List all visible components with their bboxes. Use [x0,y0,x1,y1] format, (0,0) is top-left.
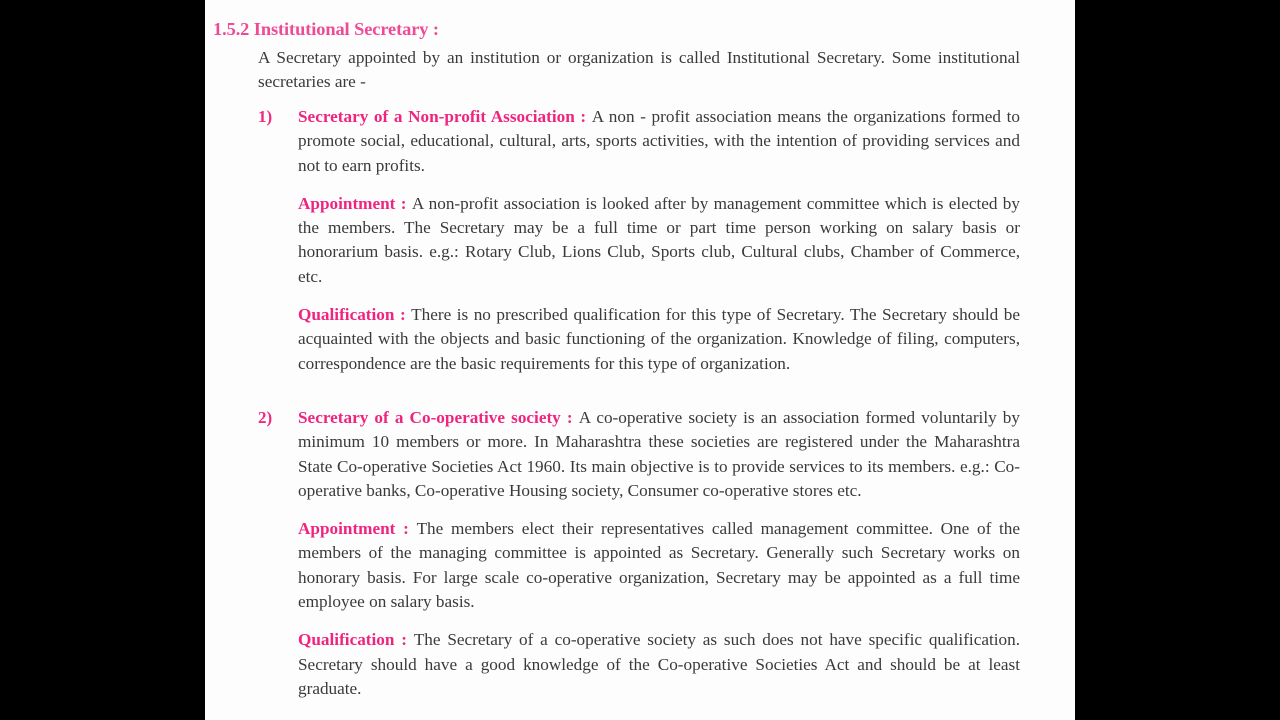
list-item [258,406,1020,701]
item-title: Secretary of a Non-profit Association [298,107,575,126]
qualification-label: Qualification [298,630,395,650]
appointment-label: Appointment [298,193,396,213]
item-definition-paragraph [298,105,1020,178]
qualification-text: The Secretary of a co-operative society as such does not have specific qualification. Secretary should have a good knowledge of the Co-operative Societies Act and should be at least graduate. [298,630,1020,698]
list-item-marker: 2) [258,408,273,427]
letterbox-bar-right [1075,0,1280,720]
qualification-label: Qualification [298,305,395,325]
appointment-label: Appointment [298,519,396,539]
list-item-body [298,406,1020,701]
item-title-colon: : [560,408,579,427]
qualification-paragraph [298,303,1020,376]
item-definition-paragraph [298,406,1020,503]
list-item-marker: 1) [258,107,273,126]
appointment-text: The members elect their representatives called management committee. One of the members of the managing committee is appointed as Secretary. Generally such Secretary works on honorary basis. For large scale co-operative organization, Secretary may be appointed as a full time employee on salary basis. [298,519,1020,612]
letterbox-bar-left [0,0,205,720]
appointment-text: A non-profit association is looked after by management committee which is elected by the members. The Secretary may be a full time or part time person working on salary basis or honorarium basis. e.g.: Rotary Club, Lions Club, Sports club, Cultural clubs, Chamber of Commerce, etc. [298,193,1020,286]
qualification-text: There is no prescribed qualification for this type of Secretary. The Secretary should be acquainted with the objects and basic functioning of the organization. Knowledge of filing, computers, correspondence are the basic requirements for this type of organization. [298,305,1020,373]
appointment-paragraph [298,192,1020,289]
appointment-colon: : [395,193,412,213]
qualification-paragraph [298,628,1020,701]
item-definition-text: A co-operative society is an association formed voluntarily by minimum 10 members or more. In Maharashtra these societies are registered under the Maharashtra State Co-operative Societies Act 1960. Its main objective is to provide services to its members. e.g.: Co-operative banks, Co-operative Housing society, Consumer co-operative stores etc. [298,408,1020,500]
item-title: Secretary of a Co-operative society [298,408,561,427]
list-item [258,105,1020,376]
section-intro-paragraph: A Secretary appointed by an institution or organization is called Institutional Secretary. Some institutional secretaries are - [258,48,1020,92]
qualification-colon: : [394,630,414,650]
list-item-body [298,105,1020,376]
appointment-paragraph [298,517,1020,614]
qualification-colon: : [394,305,412,325]
item-definition-text: A non - profit association means the organizations formed to promote social, educational, cultural, arts, sports activities, with the intention of providing services and not to earn profits. [298,107,1020,175]
section-heading: 1.5.2 Institutional Secretary : [213,19,439,39]
item-title-colon: : [574,107,592,126]
appointment-colon: : [395,519,417,539]
page-content [205,0,1075,720]
document-page [205,0,1075,720]
